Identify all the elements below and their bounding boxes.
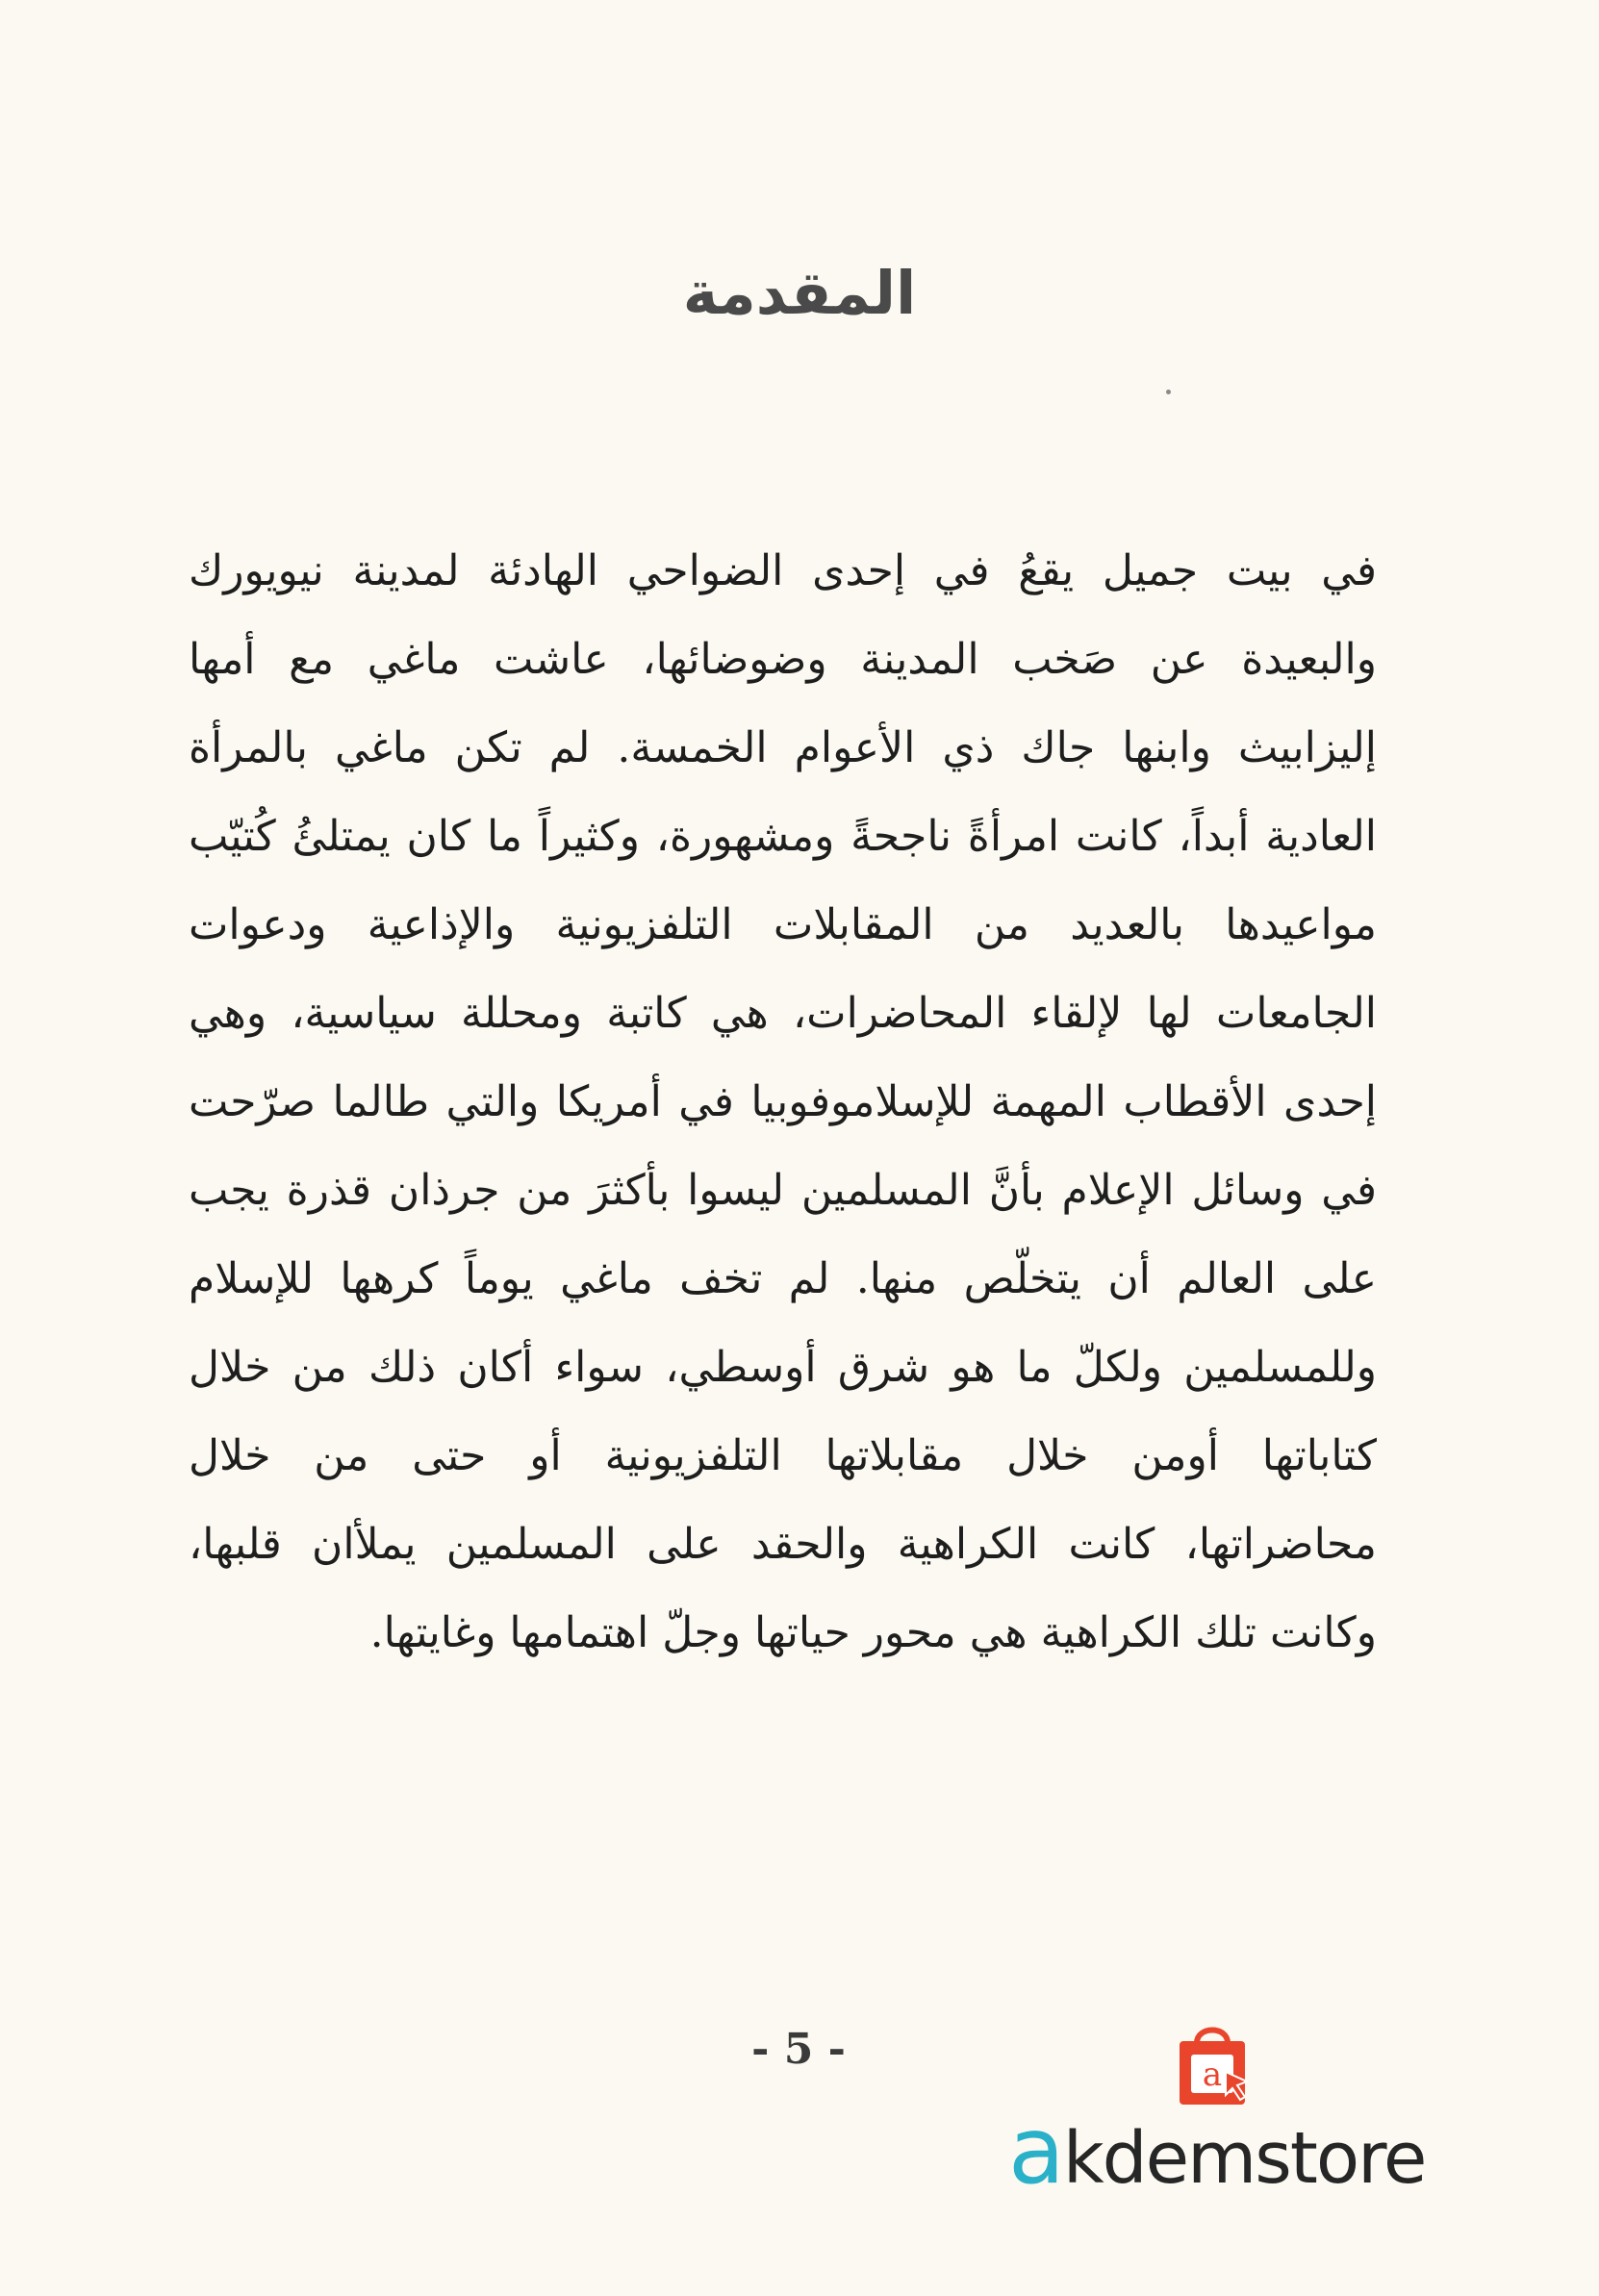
body-line: مواعيدها بالعديد من المقابلات التلفزيونية والإذاعية ودعوات	[189, 900, 1377, 949]
body-line: في وسائل الإعلام بأنَّ المسلمين ليسوا بأكثرَ من جرذان قذرة يجب	[189, 1166, 1377, 1215]
logo-wordmark	[1008, 2097, 1426, 2205]
stray-ink-dot	[1166, 390, 1171, 394]
logo-word: kdemstore	[1062, 2117, 1426, 2200]
page-number: - 5 -	[751, 2025, 846, 2074]
body-line: الجامعات لها لإلقاء المحاضرات، هي كاتبة ومحللة سياسية، وهي	[189, 989, 1377, 1038]
body-line: كتاباتها أومن خلال مقابلاتها التلفزيونية أو حتى من خلال	[189, 1431, 1377, 1480]
body-line: على العالم أن يتخلّص منها. لم تخف ماغي يوماً كرهها للإسلام	[189, 1254, 1377, 1303]
body-line: وكانت تلك الكراهية هي محور حياتها وجلّ اهتمامها وغايتها.	[369, 1608, 1377, 1657]
shopping-bag-cursor-icon	[1168, 2022, 1260, 2107]
body-line: العادية أبداً، كانت امرأةً ناجحةً ومشهورة، وكثيراً ما كان يمتلئُ كُتيّب	[189, 812, 1377, 861]
body-text	[189, 527, 1377, 1678]
body-line: في بيت جميل يقعُ في إحدى الضواحي الهادئة لمدينة نيويورك	[189, 546, 1377, 595]
body-line: محاضراتها، كانت الكراهية والحقد على المسلمين يملأان قلبها،	[189, 1520, 1377, 1569]
body-line: وللمسلمين ولكلّ ما هو شرق أوسطي، سواء أكان ذلك من خلال	[189, 1343, 1377, 1392]
bag-letter: a	[1202, 2056, 1223, 2094]
body-line: إحدى الأقطاب المهمة للإسلاموفوبيا في أمريكا والتي طالما صرّحت	[189, 1077, 1377, 1126]
body-line: إليزابيث وابنها جاك ذي الأعوام الخمسة. لم تكن ماغي بالمرأة	[189, 723, 1378, 772]
page-title: المقدمة	[682, 258, 917, 328]
body-line: والبعيدة عن صَخب المدينة وضوضائها، عاشت ماغي مع أمها	[189, 635, 1377, 684]
logo-letter-a: a	[1008, 2097, 1063, 2205]
store-logo	[1008, 2022, 1426, 2205]
